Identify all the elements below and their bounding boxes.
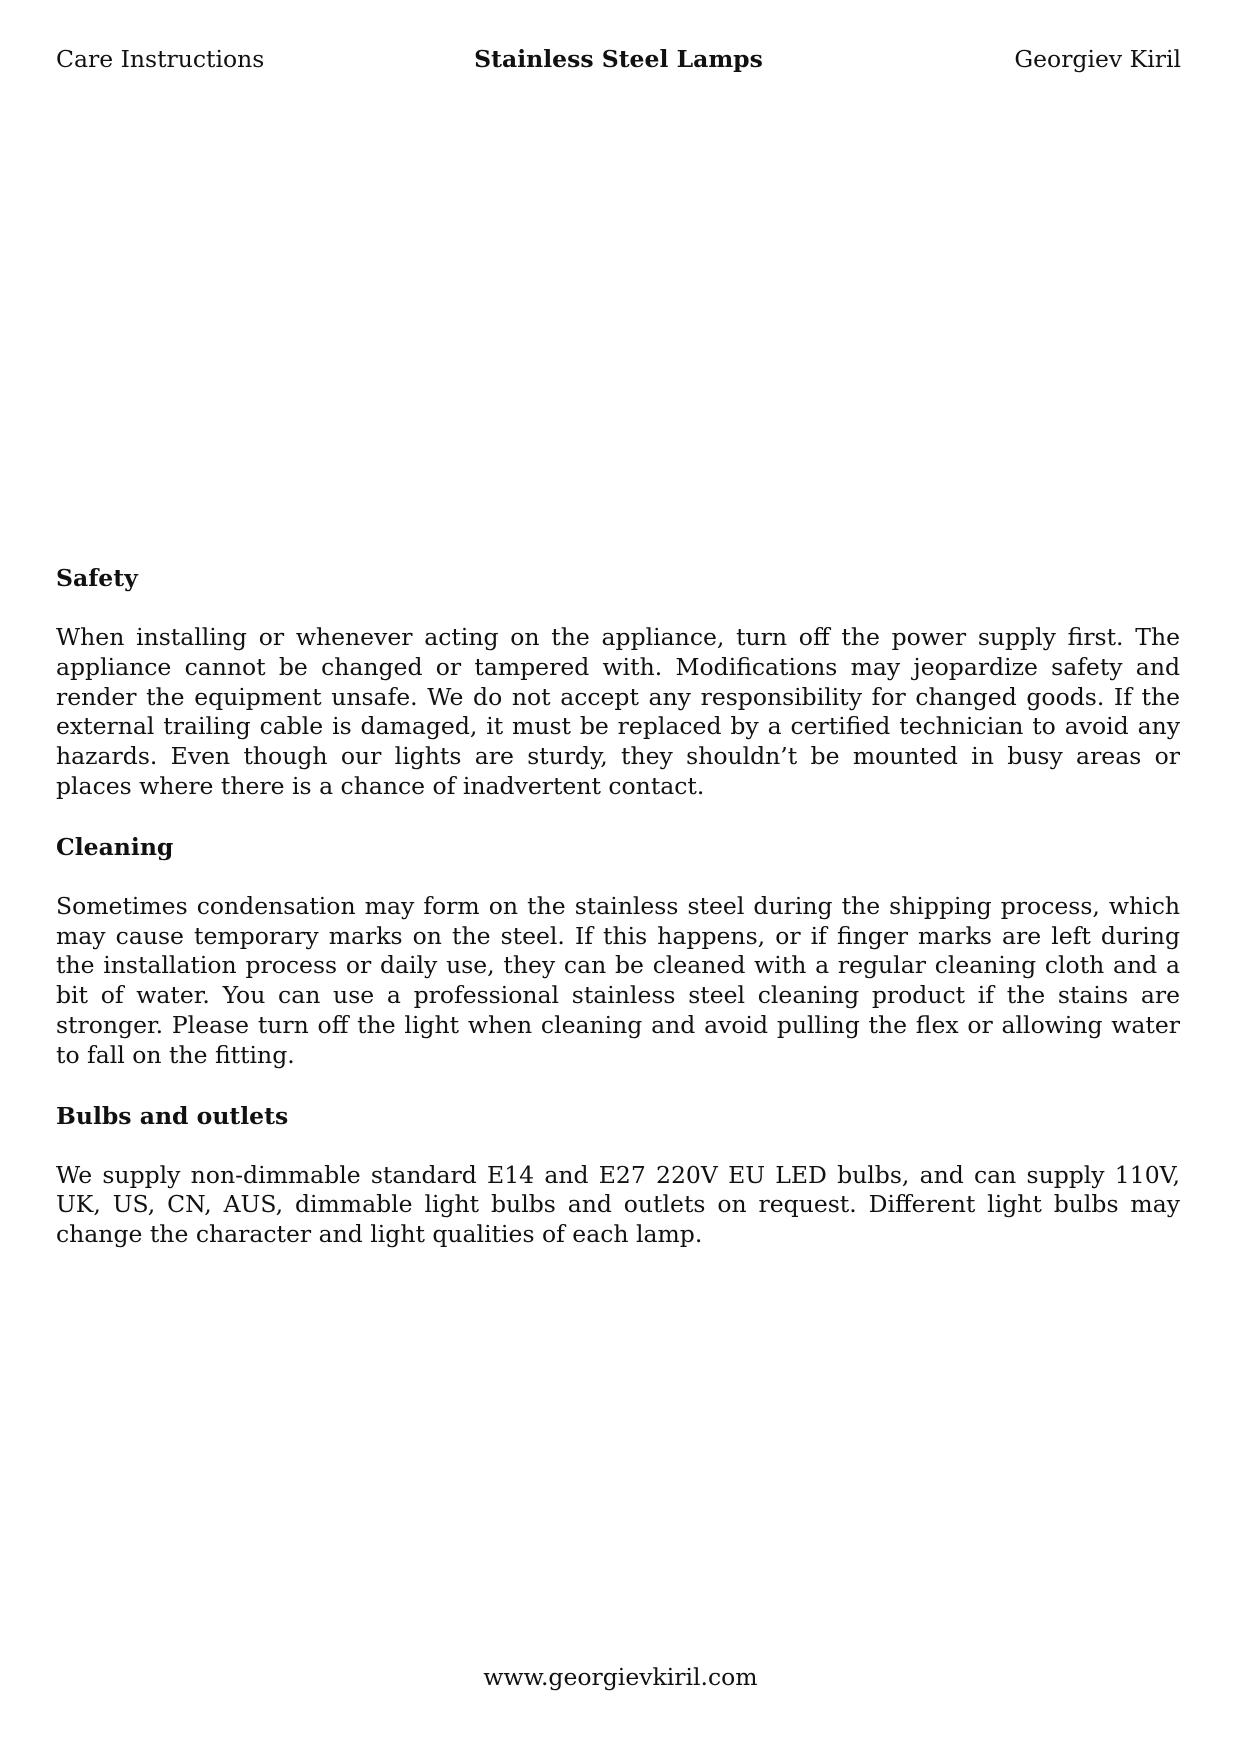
document-title: Stainless Steel Lamps xyxy=(474,45,763,73)
safety-section xyxy=(56,563,1180,802)
main-content xyxy=(56,563,1180,1280)
section-heading: Safety xyxy=(56,564,138,592)
section-paragraph: When installing or whenever acting on the appliance, turn off the power supply first. The appliance cannot be changed or tampered with. Modifications may jeopardize safety and render the equipment unsafe. We do not accept any responsibility for changed goods. If the external trailing cable is damaged, it must be replaced by a certified technician to avoid any hazards. Even though our lights are sturdy, they shouldn’t be mounted in busy areas or places where there is a chance of inadvertent contact. xyxy=(56,623,1180,800)
section-heading: Cleaning xyxy=(56,832,174,861)
page-header xyxy=(56,41,1181,77)
cleaning-section xyxy=(56,832,1180,1071)
author-name: Georgiev Kiril xyxy=(1014,45,1181,73)
section-paragraph: We supply non-dimmable standard E14 and E27 220V EU LED bulbs, and can supply 110V, UK, US, CN, AUS, dimmable light bulbs and outlets on request. Different light bulbs may change the character and light qualities of each lamp. xyxy=(56,1160,1180,1249)
section-paragraph: Sometimes condensation may form on the stainless steel during the shipping process, which may cause temporary marks on the steel. If this happens, or if finger marks are left during the installation process or daily use, they can be cleaned with a regular cleaning cloth and a bit of water. You can use a professional stainless steel cleaning product if the stains are stronger. Please turn off the light when cleaning and avoid pulling the flex or allowing water to fall on the fitting. xyxy=(56,891,1180,1069)
section-heading: Bulbs and outlets xyxy=(56,1101,289,1130)
footer-website-link[interactable]: www.georgievkiril.com xyxy=(483,1663,758,1691)
document-category: Care Instructions xyxy=(56,45,265,73)
bulbs-and-outlets-section xyxy=(56,1101,1180,1250)
